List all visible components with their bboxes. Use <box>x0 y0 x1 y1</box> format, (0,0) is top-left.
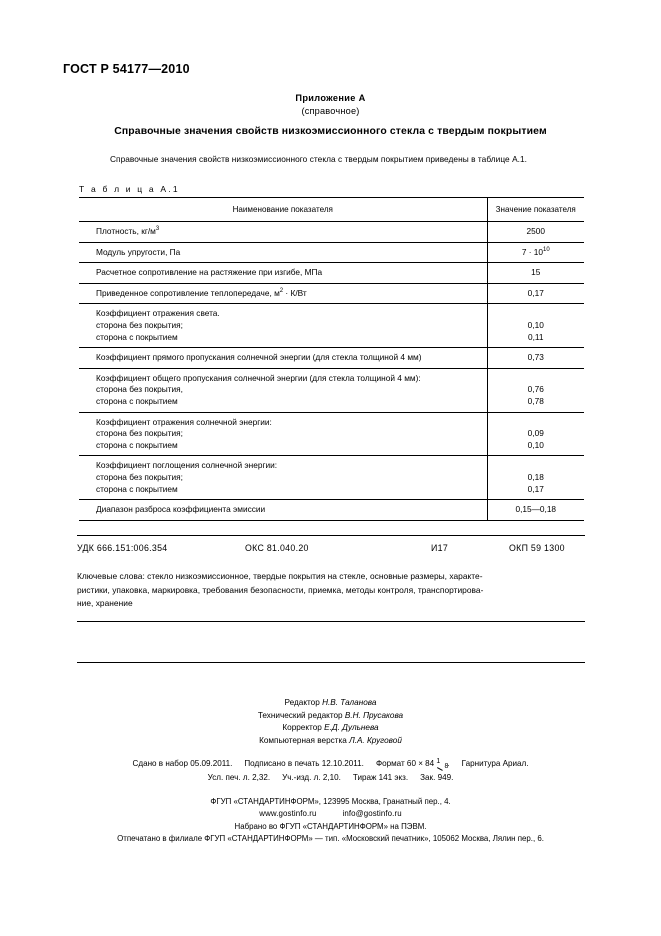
print-info-line-1 <box>0 757 661 771</box>
oks-code: ОКС 81.040.20 <box>245 543 309 553</box>
header-cell-value: Значение показателя <box>487 198 584 222</box>
cell-indicator-name: Расчетное сопротивление на растяжение при изгибе, МПа <box>79 263 487 284</box>
editor-role: Редактор <box>284 698 323 707</box>
table-row <box>79 304 584 348</box>
table-caption: Т а б л и ц а А.1 <box>79 184 180 194</box>
uch-izd: Уч.-изд. л. 2,10. <box>282 773 341 782</box>
cell-indicator-value: 15 <box>487 263 584 284</box>
keywords-line-3: ние, хранение <box>77 598 133 609</box>
printed-note: Отпечатано в филиале ФГУП «СТАНДАРТИНФОРМ» — тип. «Московский печатник», 105062 Москва, Лялин пер., 6. <box>117 834 544 844</box>
appendix-block <box>0 92 661 118</box>
divider-above-codes <box>77 535 585 536</box>
appendix-subtitle: (справочное) <box>301 106 360 116</box>
layout-line <box>0 735 661 748</box>
divider-above-imprint <box>77 662 585 663</box>
table-row <box>79 500 584 521</box>
cell-indicator-name: Коэффициент отражения света. сторона без покрытия; сторона с покрытием <box>79 304 487 348</box>
cell-indicator-name: Коэффициент отражения солнечной энергии: сторона без покрытия; сторона с покрытием <box>79 412 487 456</box>
keywords-block <box>77 570 587 611</box>
editor-name: Н.В. Таланова <box>322 698 377 707</box>
tirazh: Тираж 141 экз. <box>352 773 409 782</box>
tech-editor-line <box>0 710 661 723</box>
publisher-website[interactable]: www.gostinfo.ru <box>259 809 317 819</box>
usl-pech: Усл. печ. л. 2,32. <box>207 773 271 782</box>
cell-indicator-value: 0,09 0,10 <box>487 412 584 456</box>
cell-indicator-name: Коэффициент прямого пропускания солнечной энергии (для стекла толщиной 4 мм) <box>79 348 487 369</box>
typeface: Гарнитура Ариал. <box>461 759 529 768</box>
divider-below-keywords <box>77 621 585 622</box>
typeset-note: Набрано во ФГУП «СТАНДАРТИНФОРМ» на ПЭВМ. <box>234 821 427 831</box>
table-row <box>79 412 584 456</box>
cell-indicator-name: Диапазон разброса коэффициента эмиссии <box>79 500 487 521</box>
signed-date: Подписано в печать 12.10.2011. <box>244 759 364 768</box>
table-row <box>79 368 584 412</box>
cell-indicator-value: 0,73 <box>487 348 584 369</box>
cell-indicator-value: 2500 <box>487 222 584 243</box>
format-fraction <box>436 758 450 770</box>
layout-role: Компьютерная верстка <box>259 735 350 745</box>
cell-indicator-name: Приведенное сопротивление теплопередаче, $м^2 \cdot К/Вт$ <box>79 283 487 304</box>
cell-indicator-name: Модуль упругости, Па <box>79 242 487 263</box>
table-row <box>79 222 584 243</box>
fraction-numerator: 1 <box>436 758 441 765</box>
publisher-contacts <box>0 808 661 820</box>
intro-paragraph: Справочные значения свойств низкоэмиссионного стекла с твердым покрытием приведены в таблице А.1. <box>110 154 528 164</box>
appendix-title: Приложение А <box>295 93 366 103</box>
format-spec <box>376 759 450 768</box>
cell-indicator-name: Плотность, $кг/м^3$ <box>79 222 487 243</box>
table-row <box>79 348 584 369</box>
cell-indicator-value: $7 \cdot 10^{10}$ <box>487 242 584 263</box>
cell-indicator-value: 0,76 0,78 <box>487 368 584 412</box>
corrector-line <box>0 722 661 735</box>
cell-indicator-value: 0,17 <box>487 283 584 304</box>
table-header-row <box>79 198 584 222</box>
okp-code: ОКП 59 1300 <box>509 543 565 553</box>
staff-credits <box>0 697 661 747</box>
tech-editor-name: В.Н. Прусакова <box>344 710 404 720</box>
cell-indicator-name: Коэффициент поглощения солнечной энергии: сторона без покрытия; сторона с покрытием <box>79 456 487 500</box>
cell-indicator-value: 0,18 0,17 <box>487 456 584 500</box>
print-info <box>0 757 661 785</box>
section-heading: Справочные значения свойств низкоэмиссионного стекла с твердым покрытием <box>114 126 547 137</box>
i17-code: И17 <box>431 543 449 553</box>
corrector-name: Е.Д. Дульнева <box>324 723 379 733</box>
zakaz: Зак. 949. <box>420 773 454 782</box>
keywords-line-1: Ключевые слова: стекло низкоэмиссионное, твердые покрытия на стекле, основные размеры, характе- <box>77 571 483 581</box>
submitted-date: Сдано в набор 05.09.2011. <box>132 759 233 768</box>
table-row <box>79 456 584 500</box>
format-prefix: Формат 60 × 84 <box>375 759 437 768</box>
table-row <box>79 263 584 284</box>
keywords-line-2: ристики, упаковка, маркировка, требования безопасности, приемка, методы контроля, транспортирова- <box>77 584 484 595</box>
cell-indicator-name: Коэффициент общего пропускания солнечной энергии (для стекла толщиной 4 мм): сторона без покрытия, сторона с покрытием <box>79 368 487 412</box>
table-row <box>79 283 584 304</box>
standard-number: ГОСТ Р 54177—2010 <box>63 62 190 76</box>
table-body <box>79 198 584 521</box>
layout-name: Л.А. Круговой <box>349 735 402 745</box>
print-info-line-2 <box>0 771 661 785</box>
fraction-denominator: 8 <box>444 763 449 770</box>
tech-editor-role: Технический редактор <box>257 710 345 720</box>
publisher-address: ФГУП «СТАНДАРТИНФОРМ», 123995 Москва, Гранатный пер., 4. <box>210 797 451 806</box>
corrector-role: Корректор <box>282 723 325 733</box>
format-suffix: . <box>447 759 450 768</box>
publisher-email[interactable]: info@gostinfo.ru <box>342 809 402 819</box>
properties-table <box>79 197 584 521</box>
publisher-block <box>0 796 661 846</box>
cell-indicator-value: 0,15—0,18 <box>487 500 584 521</box>
table-row <box>79 242 584 263</box>
udk-code: УДК 666.151:006.354 <box>77 543 168 553</box>
cell-indicator-value: 0,10 0,11 <box>487 304 584 348</box>
editor-line <box>0 697 661 710</box>
header-cell-name: Наименование показателя <box>79 198 487 222</box>
